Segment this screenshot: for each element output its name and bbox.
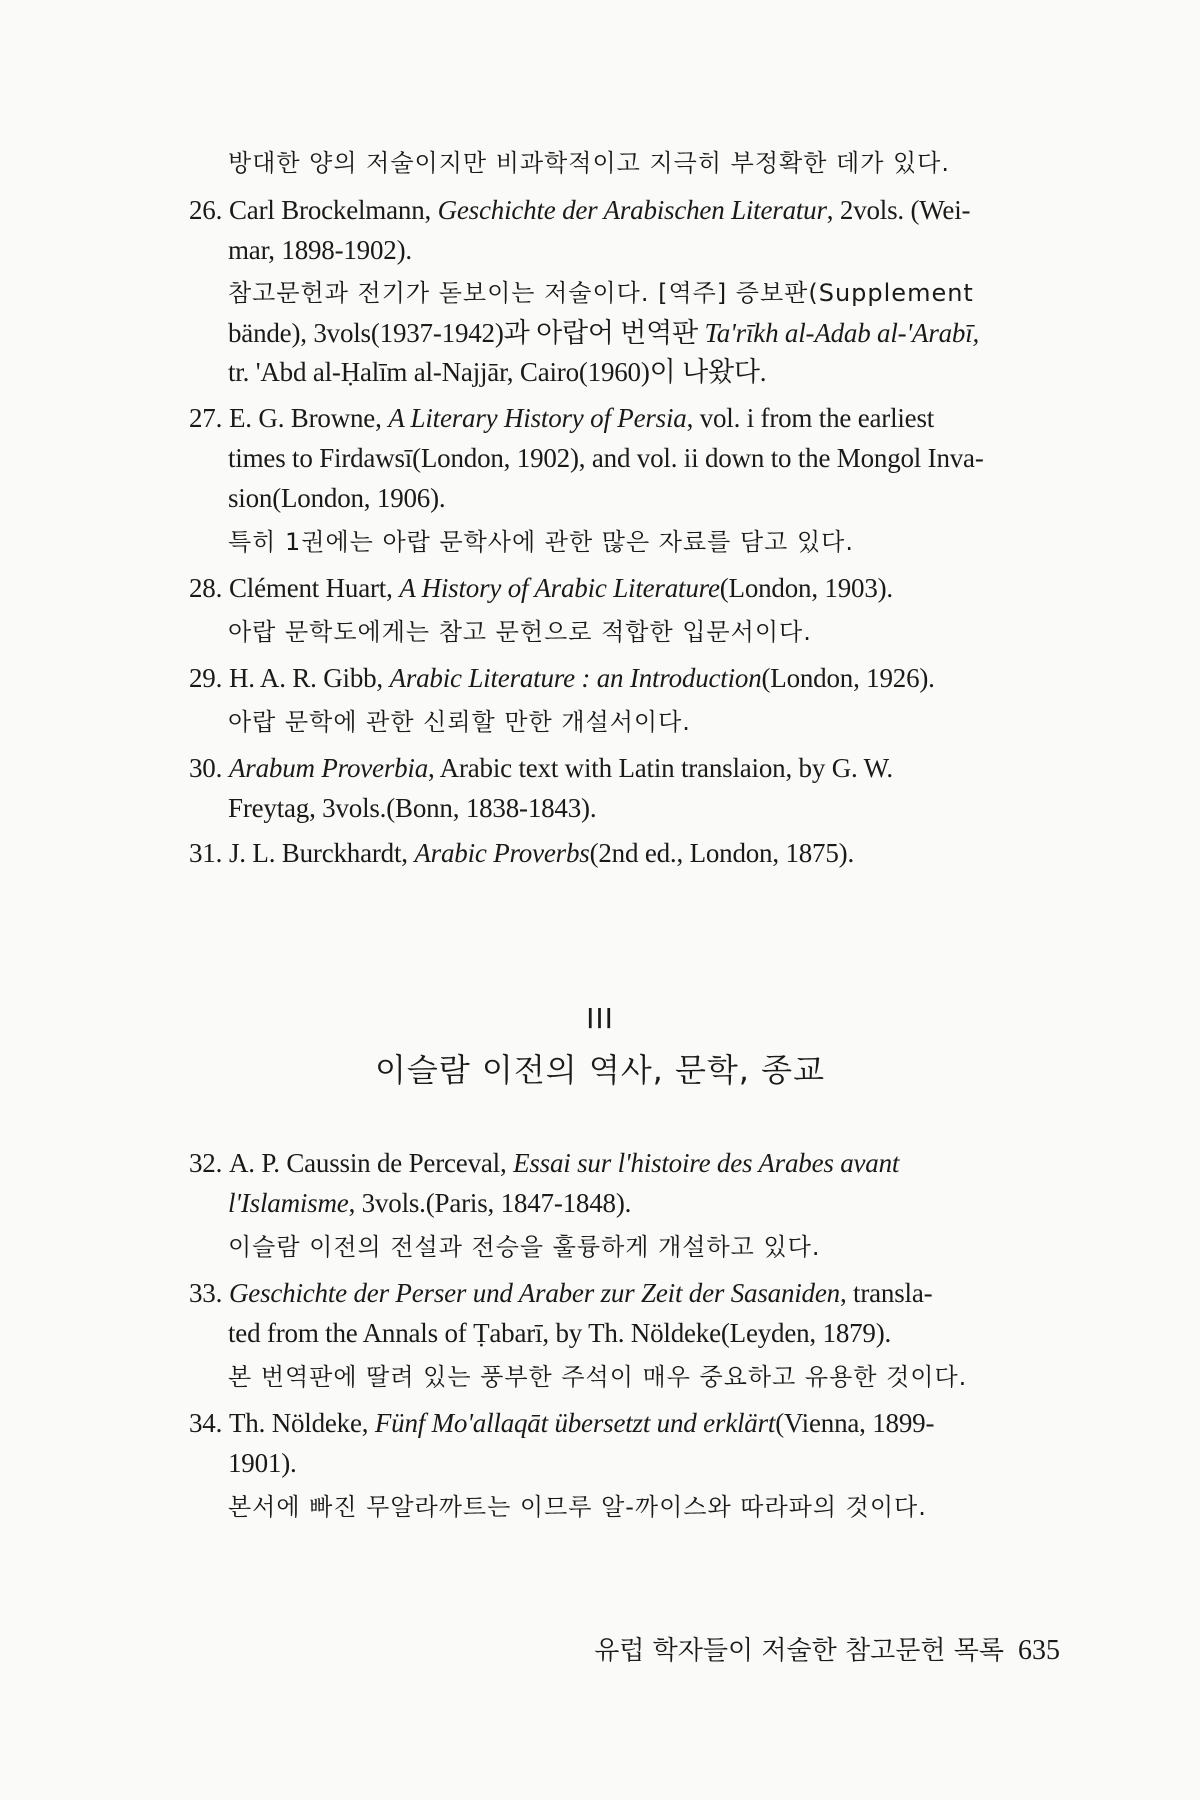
author: J. L. Burckhardt, — [229, 838, 415, 868]
annotation-29: 아랍 문학에 관한 신뢰할 만한 개설서이다. — [228, 708, 691, 736]
entry-27-line1 — [189, 398, 934, 438]
annotation-26-line3: tr. 'Abd al-Ḥalīm al-Najjār, Cairo(1960)이 나왔다. — [228, 357, 767, 387]
citation-detail: (London, 1903). — [719, 573, 893, 603]
running-title: 유럽 학자들이 저술한 참고문헌 목록 — [594, 1636, 1004, 1666]
section-title: 이슬람 이전의 역사, 문학, 종교 — [375, 1051, 825, 1089]
section-number: III — [586, 1002, 614, 1035]
entry-number: 27. — [189, 403, 223, 433]
work-title: Arabum Proverbia — [229, 753, 429, 783]
work-title: A History of Arabic Literature — [399, 573, 720, 603]
citation-detail: (2nd ed., London, 1875). — [589, 838, 855, 868]
entry-26-line2: mar, 1898-1902). — [228, 235, 412, 265]
entry-number: 31. — [189, 838, 223, 868]
author: A. P. Caussin de Perceval, — [229, 1148, 514, 1178]
work-title: l'Islamisme — [228, 1188, 349, 1218]
entry-number: 32. — [189, 1148, 223, 1178]
entry-29-line1 — [189, 658, 935, 698]
work-title: Fünf Mo'allaqāt übersetzt und erklärt — [374, 1408, 776, 1438]
entry-number: 29. — [189, 663, 223, 693]
entry-33-line2: ted from the Annals of Ṭabarī, by Th. Nöldeke(Leyden, 1879). — [228, 1318, 892, 1348]
entry-number: 30. — [189, 753, 223, 783]
author: Clément Huart, — [229, 573, 400, 603]
annotation-32: 이슬람 이전의 전설과 전승을 훌륭하게 개설하고 있다. — [228, 1233, 821, 1261]
entry-number: 33. — [189, 1278, 223, 1308]
entry-number: 28. — [189, 573, 223, 603]
entry-33-line1 — [189, 1273, 932, 1313]
annotation-34: 본서에 빠진 무알라까트는 이므루 알-까이스와 따라파의 것이다. — [228, 1493, 927, 1521]
work-title: Geschichte der Perser und Araber zur Zeit der Sasaniden — [229, 1278, 840, 1308]
annotation-28: 아랍 문학도에게는 참고 문헌으로 적합한 입문서이다. — [228, 618, 812, 646]
work-title: Arabic Literature : an Introduction — [389, 663, 762, 693]
author: Carl Brockelmann, — [229, 195, 438, 225]
entry-31-line1 — [189, 833, 854, 873]
annotation-33: 본 번역판에 딸려 있는 풍부한 주석이 매우 중요하고 유용한 것이다. — [228, 1363, 968, 1391]
annotation-26-line2 — [228, 313, 979, 353]
entry-26-line1 — [189, 190, 970, 230]
annotation-27: 특히 1권에는 아랍 문학사에 관한 많은 자료를 담고 있다. — [228, 528, 854, 556]
entry-28-line1 — [189, 568, 893, 608]
entry-34-line1 — [189, 1403, 934, 1443]
entry-27-line3: sion(London, 1906). — [228, 483, 446, 513]
annotation-25: 방대한 양의 저술이지만 비과학적이고 지극히 부정확한 데가 있다. — [228, 149, 950, 177]
author: Th. Nöldeke, — [229, 1408, 375, 1438]
citation-detail: (London, 1926). — [761, 663, 935, 693]
citation-detail: (Vienna, 1899- — [775, 1408, 935, 1438]
work-title: Arabic Proverbs — [414, 838, 590, 868]
annotation-text: bände), 3vols(1937-1942)과 아랍어 번역판 — [228, 318, 705, 348]
entry-30-line1 — [189, 748, 893, 788]
citation-detail: , transla- — [839, 1278, 933, 1308]
citation-detail: , 3vols.(Paris, 1847-1848). — [348, 1188, 632, 1218]
entry-34-line2: 1901). — [228, 1448, 297, 1478]
entry-number: 26. — [189, 195, 223, 225]
work-title: Essai sur l'histoire des Arabes avant — [513, 1148, 900, 1178]
citation-detail: , 2vols. (Wei- — [826, 195, 971, 225]
citation-detail: , Arabic text with Latin translaion, by G. W. — [428, 753, 893, 783]
entry-27-line2: times to Firdawsī(London, 1902), and vol. ii down to the Mongol Inva- — [228, 443, 984, 473]
entry-30-line2: Freytag, 3vols.(Bonn, 1838-1843). — [228, 793, 597, 823]
entry-32-line1 — [189, 1143, 899, 1183]
author: E. G. Browne, — [229, 403, 389, 433]
entry-32-line2 — [228, 1183, 631, 1223]
author: H. A. R. Gibb, — [229, 663, 390, 693]
citation-detail: , vol. i from the earliest — [686, 403, 935, 433]
work-title: Geschichte der Arabischen Literatur — [437, 195, 827, 225]
running-footer — [594, 1630, 1060, 1667]
work-title: A Literary History of Persia — [388, 403, 687, 433]
entry-number: 34. — [189, 1408, 223, 1438]
page-number: 635 — [1018, 1635, 1060, 1666]
annotation-26-line1: 참고문헌과 전기가 돋보이는 저술이다. [역주] 증보판(Supplement — [228, 279, 974, 307]
work-title: Ta'rīkh al-Adab al-'Arabī, — [704, 318, 980, 348]
